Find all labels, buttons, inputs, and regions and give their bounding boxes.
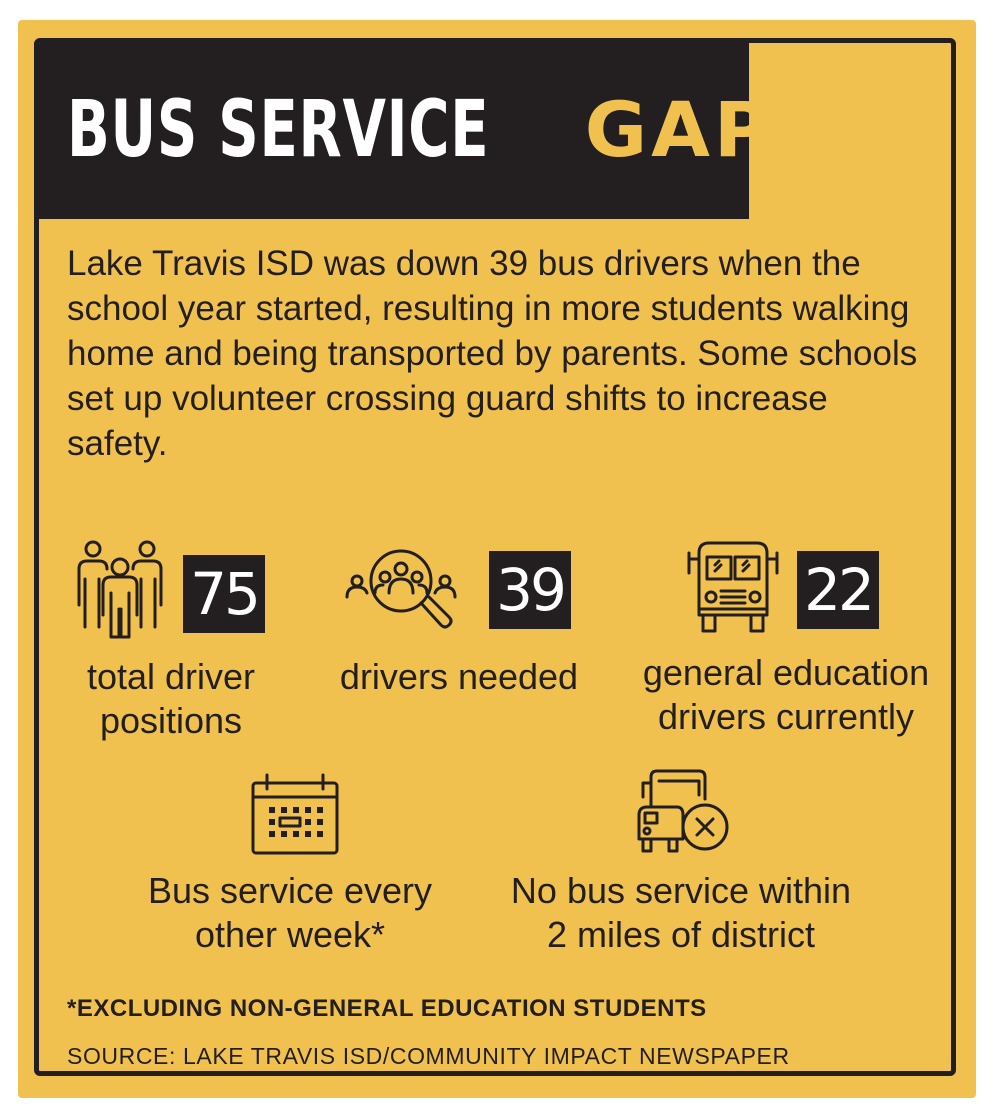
calendar-icon	[249, 773, 341, 857]
intro-text: Lake Travis ISD was down 39 bus drivers when the school year started, resulting in more students walking home and being transported by parents. Some schools set up volunteer crossing guard shifts to increase safety.	[67, 244, 918, 463]
title-part-2: GAPS	[584, 85, 833, 174]
stat-label-line: drivers needed	[339, 656, 579, 697]
fact-label-line: No bus service within	[510, 870, 852, 911]
stat-label-line: positions	[99, 700, 243, 741]
page-title	[67, 71, 832, 189]
fact-label-line: 2 miles of district	[546, 914, 816, 955]
no-bus-icon	[633, 769, 733, 859]
no-service-radius-label	[491, 869, 871, 957]
biweekly-service-label	[125, 869, 455, 957]
fact-label-line: Bus service every	[147, 870, 433, 911]
infographic-card	[18, 20, 976, 1098]
current-drivers-value: 22	[797, 551, 879, 629]
total-positions-label	[61, 655, 281, 743]
drivers-needed-value: 39	[489, 551, 571, 629]
source-credit: SOURCE: LAKE TRAVIS ISD/COMMUNITY IMPACT NEWSPAPER	[67, 1043, 790, 1069]
stat-label-line: total driver	[86, 656, 256, 697]
title-banner	[39, 43, 833, 219]
current-drivers-label	[631, 651, 941, 739]
fact-label-line: other week*	[194, 914, 386, 955]
school-bus-icon	[685, 539, 781, 637]
footnote: *EXCLUDING NON-GENERAL EDUCATION STUDENTS	[67, 995, 707, 1022]
stat-label-line: general education	[642, 652, 930, 693]
total-positions-value: 75	[183, 555, 265, 633]
infographic-frame	[34, 38, 956, 1076]
magnifier-people-icon	[345, 543, 457, 631]
people-group-icon	[73, 539, 167, 639]
stat-label-line: drivers currently	[657, 696, 915, 737]
drivers-needed-label	[319, 655, 599, 699]
title-part-1: BUS SERVICE	[67, 85, 490, 175]
